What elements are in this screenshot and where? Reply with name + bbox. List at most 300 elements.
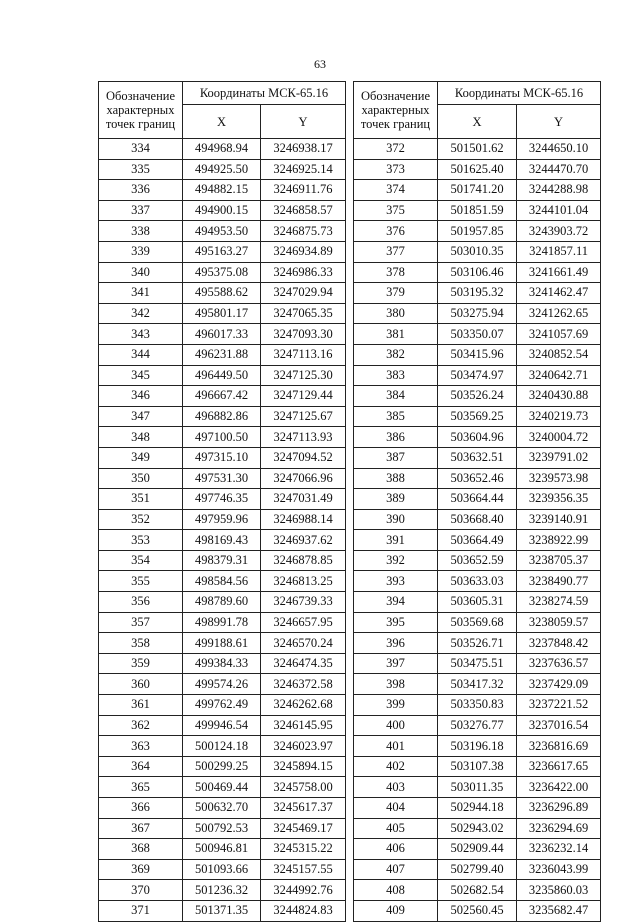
point-number-left: 358 bbox=[99, 633, 183, 654]
y-coordinate-left: 3246372.58 bbox=[261, 674, 346, 695]
column-gap bbox=[346, 839, 354, 860]
x-coordinate-left: 494953.50 bbox=[183, 221, 261, 242]
table-row bbox=[99, 427, 601, 448]
column-gap bbox=[346, 777, 354, 798]
x-coordinate-right: 503475.51 bbox=[438, 653, 517, 674]
point-number-right: 406 bbox=[354, 839, 438, 860]
table-row bbox=[99, 653, 601, 674]
column-gap bbox=[346, 159, 354, 180]
table-row bbox=[99, 489, 601, 510]
point-number-right: 382 bbox=[354, 344, 438, 365]
column-gap bbox=[346, 344, 354, 365]
x-coordinate-left: 499946.54 bbox=[183, 715, 261, 736]
x-coordinate-left: 499762.49 bbox=[183, 695, 261, 716]
x-coordinate-right: 503417.32 bbox=[438, 674, 517, 695]
x-coordinate-left: 500946.81 bbox=[183, 839, 261, 860]
x-coordinate-left: 495588.62 bbox=[183, 283, 261, 304]
x-coordinate-right: 503664.44 bbox=[438, 489, 517, 510]
column-gap bbox=[346, 530, 354, 551]
x-coordinate-right: 501625.40 bbox=[438, 159, 517, 180]
point-number-right: 409 bbox=[354, 900, 438, 921]
x-coordinate-left: 497315.10 bbox=[183, 447, 261, 468]
y-coordinate-left: 3247031.49 bbox=[261, 489, 346, 510]
y-coordinate-right: 3240430.88 bbox=[517, 386, 601, 407]
x-coordinate-right: 501501.62 bbox=[438, 139, 517, 160]
x-coordinate-left: 494968.94 bbox=[183, 139, 261, 160]
x-coordinate-right: 503011.35 bbox=[438, 777, 517, 798]
y-coordinate-left: 3247094.52 bbox=[261, 447, 346, 468]
point-number-left: 366 bbox=[99, 798, 183, 819]
column-gap bbox=[346, 241, 354, 262]
point-number-right: 384 bbox=[354, 386, 438, 407]
y-coordinate-left: 3244824.83 bbox=[261, 900, 346, 921]
point-number-right: 386 bbox=[354, 427, 438, 448]
table-row bbox=[99, 406, 601, 427]
point-number-left: 368 bbox=[99, 839, 183, 860]
point-number-left: 337 bbox=[99, 200, 183, 221]
y-coordinate-left: 3246988.14 bbox=[261, 509, 346, 530]
table-row bbox=[99, 756, 601, 777]
x-coordinate-right: 503276.77 bbox=[438, 715, 517, 736]
table-row bbox=[99, 592, 601, 613]
table-row bbox=[99, 550, 601, 571]
table-row bbox=[99, 839, 601, 860]
x-coordinate-left: 498169.43 bbox=[183, 530, 261, 551]
column-gap bbox=[346, 489, 354, 510]
y-coordinate-right: 3244470.70 bbox=[517, 159, 601, 180]
table-row bbox=[99, 283, 601, 304]
point-number-left: 360 bbox=[99, 674, 183, 695]
x-coordinate-right: 503107.38 bbox=[438, 756, 517, 777]
y-coordinate-left: 3247125.67 bbox=[261, 406, 346, 427]
y-coordinate-left: 3246739.33 bbox=[261, 592, 346, 613]
x-coordinate-right: 501957.85 bbox=[438, 221, 517, 242]
table-row bbox=[99, 674, 601, 695]
column-gap bbox=[346, 447, 354, 468]
point-number-left: 361 bbox=[99, 695, 183, 716]
header-label-line3: точек границ bbox=[360, 117, 431, 131]
table-row bbox=[99, 818, 601, 839]
column-gap bbox=[346, 221, 354, 242]
x-coordinate-right: 503526.71 bbox=[438, 633, 517, 654]
x-coordinate-left: 495163.27 bbox=[183, 241, 261, 262]
y-coordinate-left: 3245758.00 bbox=[261, 777, 346, 798]
header-label-line2: характерных bbox=[361, 103, 430, 117]
x-coordinate-right: 503106.46 bbox=[438, 262, 517, 283]
x-coordinate-right: 503605.31 bbox=[438, 592, 517, 613]
point-number-right: 402 bbox=[354, 756, 438, 777]
point-number-left: 359 bbox=[99, 653, 183, 674]
y-coordinate-left: 3246262.68 bbox=[261, 695, 346, 716]
x-coordinate-right: 502560.45 bbox=[438, 900, 517, 921]
y-coordinate-right: 3240004.72 bbox=[517, 427, 601, 448]
header-label-line2: характерных bbox=[106, 103, 175, 117]
x-coordinate-right: 503350.07 bbox=[438, 324, 517, 345]
y-coordinate-left: 3247066.96 bbox=[261, 468, 346, 489]
column-gap bbox=[346, 139, 354, 160]
table-row bbox=[99, 159, 601, 180]
point-number-left: 352 bbox=[99, 509, 183, 530]
y-coordinate-left: 3246934.89 bbox=[261, 241, 346, 262]
y-coordinate-right: 3239791.02 bbox=[517, 447, 601, 468]
x-coordinate-left: 496449.50 bbox=[183, 365, 261, 386]
point-number-left: 339 bbox=[99, 241, 183, 262]
x-coordinate-left: 499574.26 bbox=[183, 674, 261, 695]
point-number-left: 369 bbox=[99, 859, 183, 880]
x-coordinate-right: 503275.94 bbox=[438, 303, 517, 324]
y-header-right: Y bbox=[517, 105, 601, 139]
point-number-right: 403 bbox=[354, 777, 438, 798]
y-coordinate-left: 3246657.95 bbox=[261, 612, 346, 633]
column-gap bbox=[346, 365, 354, 386]
y-coordinate-right: 3239356.35 bbox=[517, 489, 601, 510]
point-number-left: 356 bbox=[99, 592, 183, 613]
table-row bbox=[99, 344, 601, 365]
table-row bbox=[99, 447, 601, 468]
x-coordinate-left: 500299.25 bbox=[183, 756, 261, 777]
x-coordinate-left: 497746.35 bbox=[183, 489, 261, 510]
x-coordinate-left: 496667.42 bbox=[183, 386, 261, 407]
coordinate-system-header-right: Координаты МСК-65.16 bbox=[438, 82, 601, 105]
y-coordinate-left: 3246145.95 bbox=[261, 715, 346, 736]
column-gap bbox=[346, 427, 354, 448]
column-gap bbox=[346, 386, 354, 407]
point-number-right: 404 bbox=[354, 798, 438, 819]
column-gap bbox=[346, 859, 354, 880]
y-coordinate-right: 3236422.00 bbox=[517, 777, 601, 798]
table-row bbox=[99, 798, 601, 819]
y-coordinate-right: 3236043.99 bbox=[517, 859, 601, 880]
point-number-left: 343 bbox=[99, 324, 183, 345]
point-number-right: 400 bbox=[354, 715, 438, 736]
y-coordinate-right: 3240852.54 bbox=[517, 344, 601, 365]
y-coordinate-right: 3241462.47 bbox=[517, 283, 601, 304]
x-coordinate-left: 494882.15 bbox=[183, 180, 261, 201]
x-coordinate-left: 497531.30 bbox=[183, 468, 261, 489]
point-number-left: 335 bbox=[99, 159, 183, 180]
y-coordinate-right: 3238059.57 bbox=[517, 612, 601, 633]
y-coordinate-right: 3244101.04 bbox=[517, 200, 601, 221]
x-coordinate-right: 502682.54 bbox=[438, 880, 517, 901]
point-number-right: 388 bbox=[354, 468, 438, 489]
table-row bbox=[99, 324, 601, 345]
x-coordinate-left: 499384.33 bbox=[183, 653, 261, 674]
x-coordinate-right: 503664.49 bbox=[438, 530, 517, 551]
y-coordinate-right: 3241857.11 bbox=[517, 241, 601, 262]
point-label-header-left bbox=[99, 82, 183, 139]
x-coordinate-left: 494900.15 bbox=[183, 200, 261, 221]
table-row bbox=[99, 530, 601, 551]
table-row bbox=[99, 777, 601, 798]
column-gap bbox=[346, 509, 354, 530]
column-gap bbox=[346, 283, 354, 304]
y-coordinate-left: 3245894.15 bbox=[261, 756, 346, 777]
point-number-right: 397 bbox=[354, 653, 438, 674]
point-number-right: 383 bbox=[354, 365, 438, 386]
point-number-left: 338 bbox=[99, 221, 183, 242]
y-coordinate-right: 3236617.65 bbox=[517, 756, 601, 777]
y-coordinate-right: 3244650.10 bbox=[517, 139, 601, 160]
point-number-left: 353 bbox=[99, 530, 183, 551]
point-number-left: 340 bbox=[99, 262, 183, 283]
x-coordinate-left: 496017.33 bbox=[183, 324, 261, 345]
point-number-left: 367 bbox=[99, 818, 183, 839]
column-gap bbox=[346, 303, 354, 324]
x-coordinate-left: 499188.61 bbox=[183, 633, 261, 654]
x-coordinate-right: 503010.35 bbox=[438, 241, 517, 262]
table-row bbox=[99, 200, 601, 221]
column-gap bbox=[346, 550, 354, 571]
y-coordinate-left: 3246878.85 bbox=[261, 550, 346, 571]
point-number-right: 407 bbox=[354, 859, 438, 880]
y-coordinate-left: 3247093.30 bbox=[261, 324, 346, 345]
x-coordinate-left: 497100.50 bbox=[183, 427, 261, 448]
x-header-left: X bbox=[183, 105, 261, 139]
table-row bbox=[99, 262, 601, 283]
column-gap bbox=[346, 200, 354, 221]
y-coordinate-left: 3245315.22 bbox=[261, 839, 346, 860]
y-coordinate-right: 3237636.57 bbox=[517, 653, 601, 674]
table-row bbox=[99, 365, 601, 386]
x-coordinate-right: 503526.24 bbox=[438, 386, 517, 407]
y-coordinate-left: 3246925.14 bbox=[261, 159, 346, 180]
x-coordinate-right: 501851.59 bbox=[438, 200, 517, 221]
y-coordinate-right: 3239573.98 bbox=[517, 468, 601, 489]
y-coordinate-right: 3237221.52 bbox=[517, 695, 601, 716]
point-number-left: 365 bbox=[99, 777, 183, 798]
x-coordinate-left: 495801.17 bbox=[183, 303, 261, 324]
point-number-right: 380 bbox=[354, 303, 438, 324]
table-body bbox=[99, 139, 601, 922]
point-number-right: 387 bbox=[354, 447, 438, 468]
table-row bbox=[99, 633, 601, 654]
x-coordinate-right: 503569.68 bbox=[438, 612, 517, 633]
x-coordinate-right: 503633.03 bbox=[438, 571, 517, 592]
y-coordinate-right: 3243903.72 bbox=[517, 221, 601, 242]
x-coordinate-left: 496231.88 bbox=[183, 344, 261, 365]
y-coordinate-right: 3237429.09 bbox=[517, 674, 601, 695]
point-number-left: 345 bbox=[99, 365, 183, 386]
y-coordinate-left: 3246911.76 bbox=[261, 180, 346, 201]
x-coordinate-left: 497959.96 bbox=[183, 509, 261, 530]
column-gap bbox=[346, 82, 354, 139]
point-number-left: 357 bbox=[99, 612, 183, 633]
y-coordinate-left: 3246023.97 bbox=[261, 736, 346, 757]
column-gap bbox=[346, 715, 354, 736]
x-header-right: X bbox=[438, 105, 517, 139]
point-number-left: 342 bbox=[99, 303, 183, 324]
point-number-left: 347 bbox=[99, 406, 183, 427]
header-label-line3: точек границ bbox=[105, 117, 176, 131]
y-coordinate-right: 3239140.91 bbox=[517, 509, 601, 530]
y-coordinate-left: 3245157.55 bbox=[261, 859, 346, 880]
y-coordinate-left: 3246875.73 bbox=[261, 221, 346, 242]
table-row bbox=[99, 180, 601, 201]
y-coordinate-left: 3246938.17 bbox=[261, 139, 346, 160]
header-label-line1: Обозначение bbox=[360, 89, 431, 103]
point-number-right: 393 bbox=[354, 571, 438, 592]
y-coordinate-left: 3246570.24 bbox=[261, 633, 346, 654]
x-coordinate-left: 501371.35 bbox=[183, 900, 261, 921]
point-number-left: 364 bbox=[99, 756, 183, 777]
x-coordinate-right: 501741.20 bbox=[438, 180, 517, 201]
column-gap bbox=[346, 468, 354, 489]
point-number-left: 355 bbox=[99, 571, 183, 592]
x-coordinate-left: 501093.66 bbox=[183, 859, 261, 880]
point-number-right: 391 bbox=[354, 530, 438, 551]
x-coordinate-left: 498789.60 bbox=[183, 592, 261, 613]
y-coordinate-right: 3238490.77 bbox=[517, 571, 601, 592]
point-number-right: 377 bbox=[354, 241, 438, 262]
point-number-right: 390 bbox=[354, 509, 438, 530]
point-number-left: 346 bbox=[99, 386, 183, 407]
y-coordinate-right: 3244288.98 bbox=[517, 180, 601, 201]
table-row bbox=[99, 139, 601, 160]
point-number-left: 370 bbox=[99, 880, 183, 901]
y-coordinate-right: 3238922.99 bbox=[517, 530, 601, 551]
table-row bbox=[99, 386, 601, 407]
table-row bbox=[99, 468, 601, 489]
column-gap bbox=[346, 180, 354, 201]
point-number-right: 405 bbox=[354, 818, 438, 839]
point-number-left: 349 bbox=[99, 447, 183, 468]
point-number-left: 336 bbox=[99, 180, 183, 201]
x-coordinate-right: 502799.40 bbox=[438, 859, 517, 880]
x-coordinate-right: 502943.02 bbox=[438, 818, 517, 839]
column-gap bbox=[346, 262, 354, 283]
point-number-left: 363 bbox=[99, 736, 183, 757]
table-row bbox=[99, 571, 601, 592]
y-coordinate-left: 3246474.35 bbox=[261, 653, 346, 674]
x-coordinate-left: 494925.50 bbox=[183, 159, 261, 180]
column-gap bbox=[346, 818, 354, 839]
y-coordinate-right: 3236232.14 bbox=[517, 839, 601, 860]
x-coordinate-right: 502909.44 bbox=[438, 839, 517, 860]
table-row bbox=[99, 612, 601, 633]
column-gap bbox=[346, 798, 354, 819]
y-coordinate-left: 3247029.94 bbox=[261, 283, 346, 304]
x-coordinate-left: 495375.08 bbox=[183, 262, 261, 283]
point-number-right: 389 bbox=[354, 489, 438, 510]
column-gap bbox=[346, 880, 354, 901]
x-coordinate-left: 498379.31 bbox=[183, 550, 261, 571]
y-coordinate-left: 3245469.17 bbox=[261, 818, 346, 839]
x-coordinate-right: 503195.32 bbox=[438, 283, 517, 304]
point-number-right: 395 bbox=[354, 612, 438, 633]
point-number-left: 341 bbox=[99, 283, 183, 304]
point-number-left: 362 bbox=[99, 715, 183, 736]
point-number-right: 375 bbox=[354, 200, 438, 221]
column-gap bbox=[346, 756, 354, 777]
point-number-right: 401 bbox=[354, 736, 438, 757]
table-row bbox=[99, 859, 601, 880]
y-coordinate-right: 3235682.47 bbox=[517, 900, 601, 921]
x-coordinate-left: 498991.78 bbox=[183, 612, 261, 633]
table-row bbox=[99, 715, 601, 736]
x-coordinate-right: 503652.46 bbox=[438, 468, 517, 489]
point-number-right: 378 bbox=[354, 262, 438, 283]
y-coordinate-right: 3235860.03 bbox=[517, 880, 601, 901]
x-coordinate-right: 503474.97 bbox=[438, 365, 517, 386]
y-coordinate-right: 3236816.69 bbox=[517, 736, 601, 757]
header-label-line1: Обозначение bbox=[105, 89, 176, 103]
y-coordinate-left: 3247125.30 bbox=[261, 365, 346, 386]
x-coordinate-right: 503604.96 bbox=[438, 427, 517, 448]
x-coordinate-right: 502944.18 bbox=[438, 798, 517, 819]
table-row bbox=[99, 880, 601, 901]
point-number-left: 354 bbox=[99, 550, 183, 571]
y-coordinate-right: 3237016.54 bbox=[517, 715, 601, 736]
y-header-left: Y bbox=[261, 105, 346, 139]
table-row bbox=[99, 736, 601, 757]
page-number: 63 bbox=[314, 57, 326, 71]
column-gap bbox=[346, 736, 354, 757]
y-coordinate-left: 3246986.33 bbox=[261, 262, 346, 283]
y-coordinate-right: 3238705.37 bbox=[517, 550, 601, 571]
point-number-right: 381 bbox=[354, 324, 438, 345]
point-number-right: 394 bbox=[354, 592, 438, 613]
point-number-left: 350 bbox=[99, 468, 183, 489]
x-coordinate-left: 501236.32 bbox=[183, 880, 261, 901]
column-gap bbox=[346, 633, 354, 654]
header-row-1 bbox=[99, 82, 601, 105]
y-coordinate-right: 3240219.73 bbox=[517, 406, 601, 427]
x-coordinate-left: 496882.86 bbox=[183, 406, 261, 427]
y-coordinate-left: 3246858.57 bbox=[261, 200, 346, 221]
table-row bbox=[99, 509, 601, 530]
point-number-right: 374 bbox=[354, 180, 438, 201]
point-number-left: 334 bbox=[99, 139, 183, 160]
column-gap bbox=[346, 653, 354, 674]
table-row bbox=[99, 221, 601, 242]
column-gap bbox=[346, 324, 354, 345]
x-coordinate-right: 503350.83 bbox=[438, 695, 517, 716]
x-coordinate-right: 503415.96 bbox=[438, 344, 517, 365]
x-coordinate-left: 500124.18 bbox=[183, 736, 261, 757]
y-coordinate-left: 3245617.37 bbox=[261, 798, 346, 819]
y-coordinate-right: 3241057.69 bbox=[517, 324, 601, 345]
point-number-right: 385 bbox=[354, 406, 438, 427]
y-coordinate-left: 3247113.16 bbox=[261, 344, 346, 365]
coordinates-table bbox=[98, 81, 601, 922]
y-coordinate-right: 3240642.71 bbox=[517, 365, 601, 386]
table-row bbox=[99, 303, 601, 324]
table-row bbox=[99, 695, 601, 716]
point-number-left: 351 bbox=[99, 489, 183, 510]
x-coordinate-right: 503652.59 bbox=[438, 550, 517, 571]
x-coordinate-left: 500632.70 bbox=[183, 798, 261, 819]
y-coordinate-right: 3236294.69 bbox=[517, 818, 601, 839]
y-coordinate-right: 3238274.59 bbox=[517, 592, 601, 613]
y-coordinate-left: 3246813.25 bbox=[261, 571, 346, 592]
point-number-right: 408 bbox=[354, 880, 438, 901]
x-coordinate-right: 503668.40 bbox=[438, 509, 517, 530]
y-coordinate-left: 3247129.44 bbox=[261, 386, 346, 407]
x-coordinate-left: 500792.53 bbox=[183, 818, 261, 839]
x-coordinate-right: 503196.18 bbox=[438, 736, 517, 757]
column-gap bbox=[346, 571, 354, 592]
column-gap bbox=[346, 695, 354, 716]
y-coordinate-left: 3247065.35 bbox=[261, 303, 346, 324]
y-coordinate-right: 3236296.89 bbox=[517, 798, 601, 819]
point-number-right: 376 bbox=[354, 221, 438, 242]
y-coordinate-right: 3241262.65 bbox=[517, 303, 601, 324]
y-coordinate-right: 3241661.49 bbox=[517, 262, 601, 283]
y-coordinate-right: 3237848.42 bbox=[517, 633, 601, 654]
point-number-right: 379 bbox=[354, 283, 438, 304]
point-number-right: 398 bbox=[354, 674, 438, 695]
table-row bbox=[99, 241, 601, 262]
